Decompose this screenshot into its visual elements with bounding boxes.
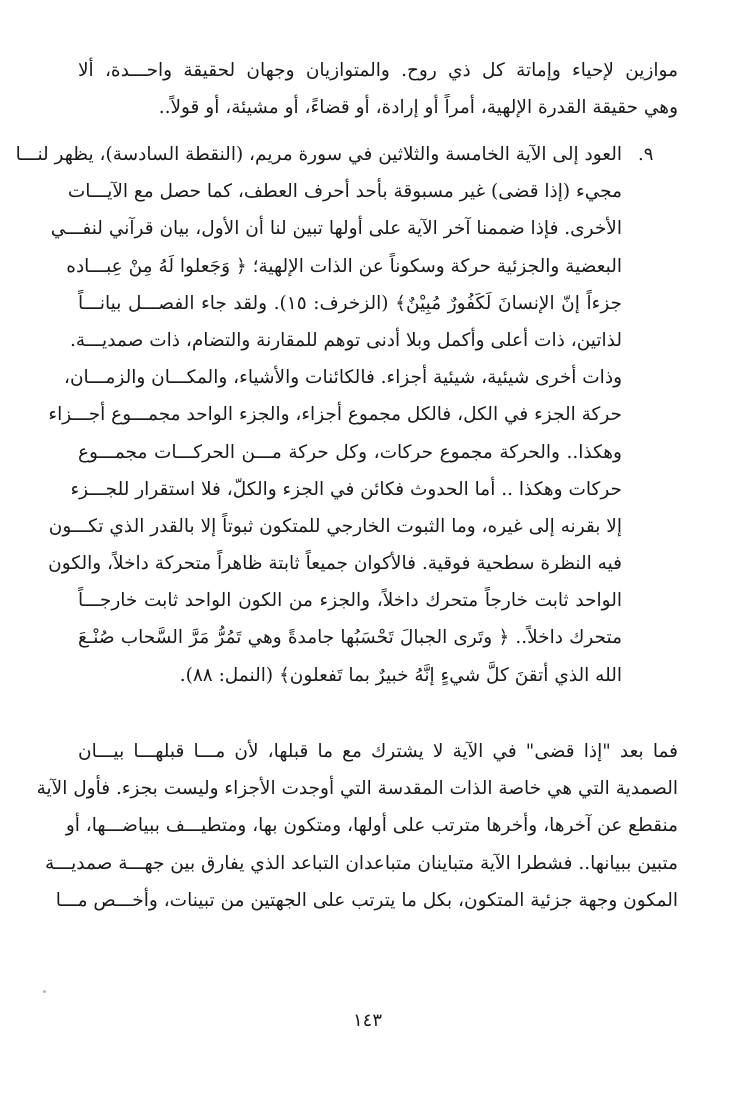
text-line: متحرك داخلاً.. ﴿ وتَرى الجبالَ تَحْسَبُها جامدةً وهي تَمُرُّ مَرَّ السَّحاب صُنْـعَ xyxy=(78,627,622,649)
text-line: الواحد ثابت خارجاً متحرك داخلاً، والجزء من الكون الواحد ثابت خارجـــاً xyxy=(78,590,622,612)
text-line: المكون وجهة جزئية المتكون، بكل ما يترتب على الجهتين من تبينات، وأخـــص مـــا xyxy=(55,889,678,911)
paragraph xyxy=(36,733,678,919)
text-line: منقطع عن آخرها، وأخرها مترتب على أولها، ومتكون بها، ومتطيـــف ببياضـــها، أو xyxy=(65,815,678,837)
text-line: جزءاً إنّ الإنسانَ لَكَفُورٌ مُبِيْنٌ﴾ (الزخرف: ١٥). ولقد جاء الفصـــل بيانـــاً xyxy=(78,292,622,314)
text-line: الصمدية التي هي خاصة الذات المقدسة التي أوجدت الأجزاء وليست بجزء. فأول الآية xyxy=(36,778,678,800)
paragraph-continuation xyxy=(78,52,678,126)
text-line: العود إلى الآية الخامسة والثلاثين في سورة مريم، (النقطة السادسة)، يظهر لنـــا xyxy=(15,144,622,165)
text-line: مجيء (إذا قضى) غير مسبوقة بأحد أحرف العطف، كما حصل مع الآيـــات xyxy=(67,181,622,203)
page-number: ١٤٣ xyxy=(352,1010,382,1031)
text-line: البعضية والجزئية حركة وسكوناً عن الذات الإلهية؛ ﴿ وَجَعلوا لَهُ مِنْ عِبـــاده xyxy=(66,255,622,277)
text-line: إلا بقرنه إلى غيره، وما الثبوت الخارجي للمتكون ثبوتاً إلا بالقدر الذي تكـــون xyxy=(48,515,622,537)
text-line: فيه النظرة سطحية فوقية. فالأكوان جميعاً ثابتة ظاهراً متحركة داخلاً، والكون xyxy=(48,553,622,575)
numbered-paragraph xyxy=(15,136,622,694)
scan-speck xyxy=(43,990,46,993)
text-line: وهكذا.. والحركة مجموع حركات، وكل حركة مـــن الحركـــات مجمـــوع xyxy=(78,441,622,463)
text-line: فما بعد "إذا قضى" في الآية لا يشترك مع ما قبلها، لأن مـــا قبلهـــا بيـــان xyxy=(78,741,678,762)
text-line: حركة الجزء في الكل، فالكل مجموع أجزاء، والجزء الواحد مجمـــوع أجـــزاء xyxy=(48,404,622,426)
text-line: متبين ببيانها.. فشطرا الآية متباينان متباعدان التباعد الذي يفارق بين جهـــة صمديـــة xyxy=(44,852,678,874)
text-line: لذاتين، ذات أعلى وأكمل وبلا أدنى توهم للمقارنة والتضام، ذات صمديـــة. xyxy=(70,329,622,351)
text-line: حركات وهكذا .. أما الحدوث فكائن في الجزء والكلّ، فلا استقرار للجـــزء xyxy=(70,478,622,500)
list-item-number: ٩. xyxy=(638,144,654,165)
text-line: موازين لإحياء وإماتة كل ذي روح. والمتوازيان وجهان لحقيقة واحـــدة، ألا xyxy=(78,60,678,81)
text-line: الأخرى. فإذا ضممنا آخر الآية على أولها تبين لنا أن الأول، بيان قرآني لنفـــي xyxy=(50,218,622,240)
text-line: الله الذي أتقنَ كلَّ شيءٍ إنَّهُ خبيرٌ بما تَفعلون﴾ (النمل: ٨٨). xyxy=(179,664,622,686)
text-line: وذات أخرى شيئية، شيئية أجزاء. فالكائنات والأشياء، والمكـــان والزمـــان، xyxy=(64,367,622,389)
text-line: وهي حقيقة القدرة الإلهية، أمراً أو إرادة، أو قضاءً، أو مشيئة، أو قولاً.. xyxy=(158,97,678,119)
